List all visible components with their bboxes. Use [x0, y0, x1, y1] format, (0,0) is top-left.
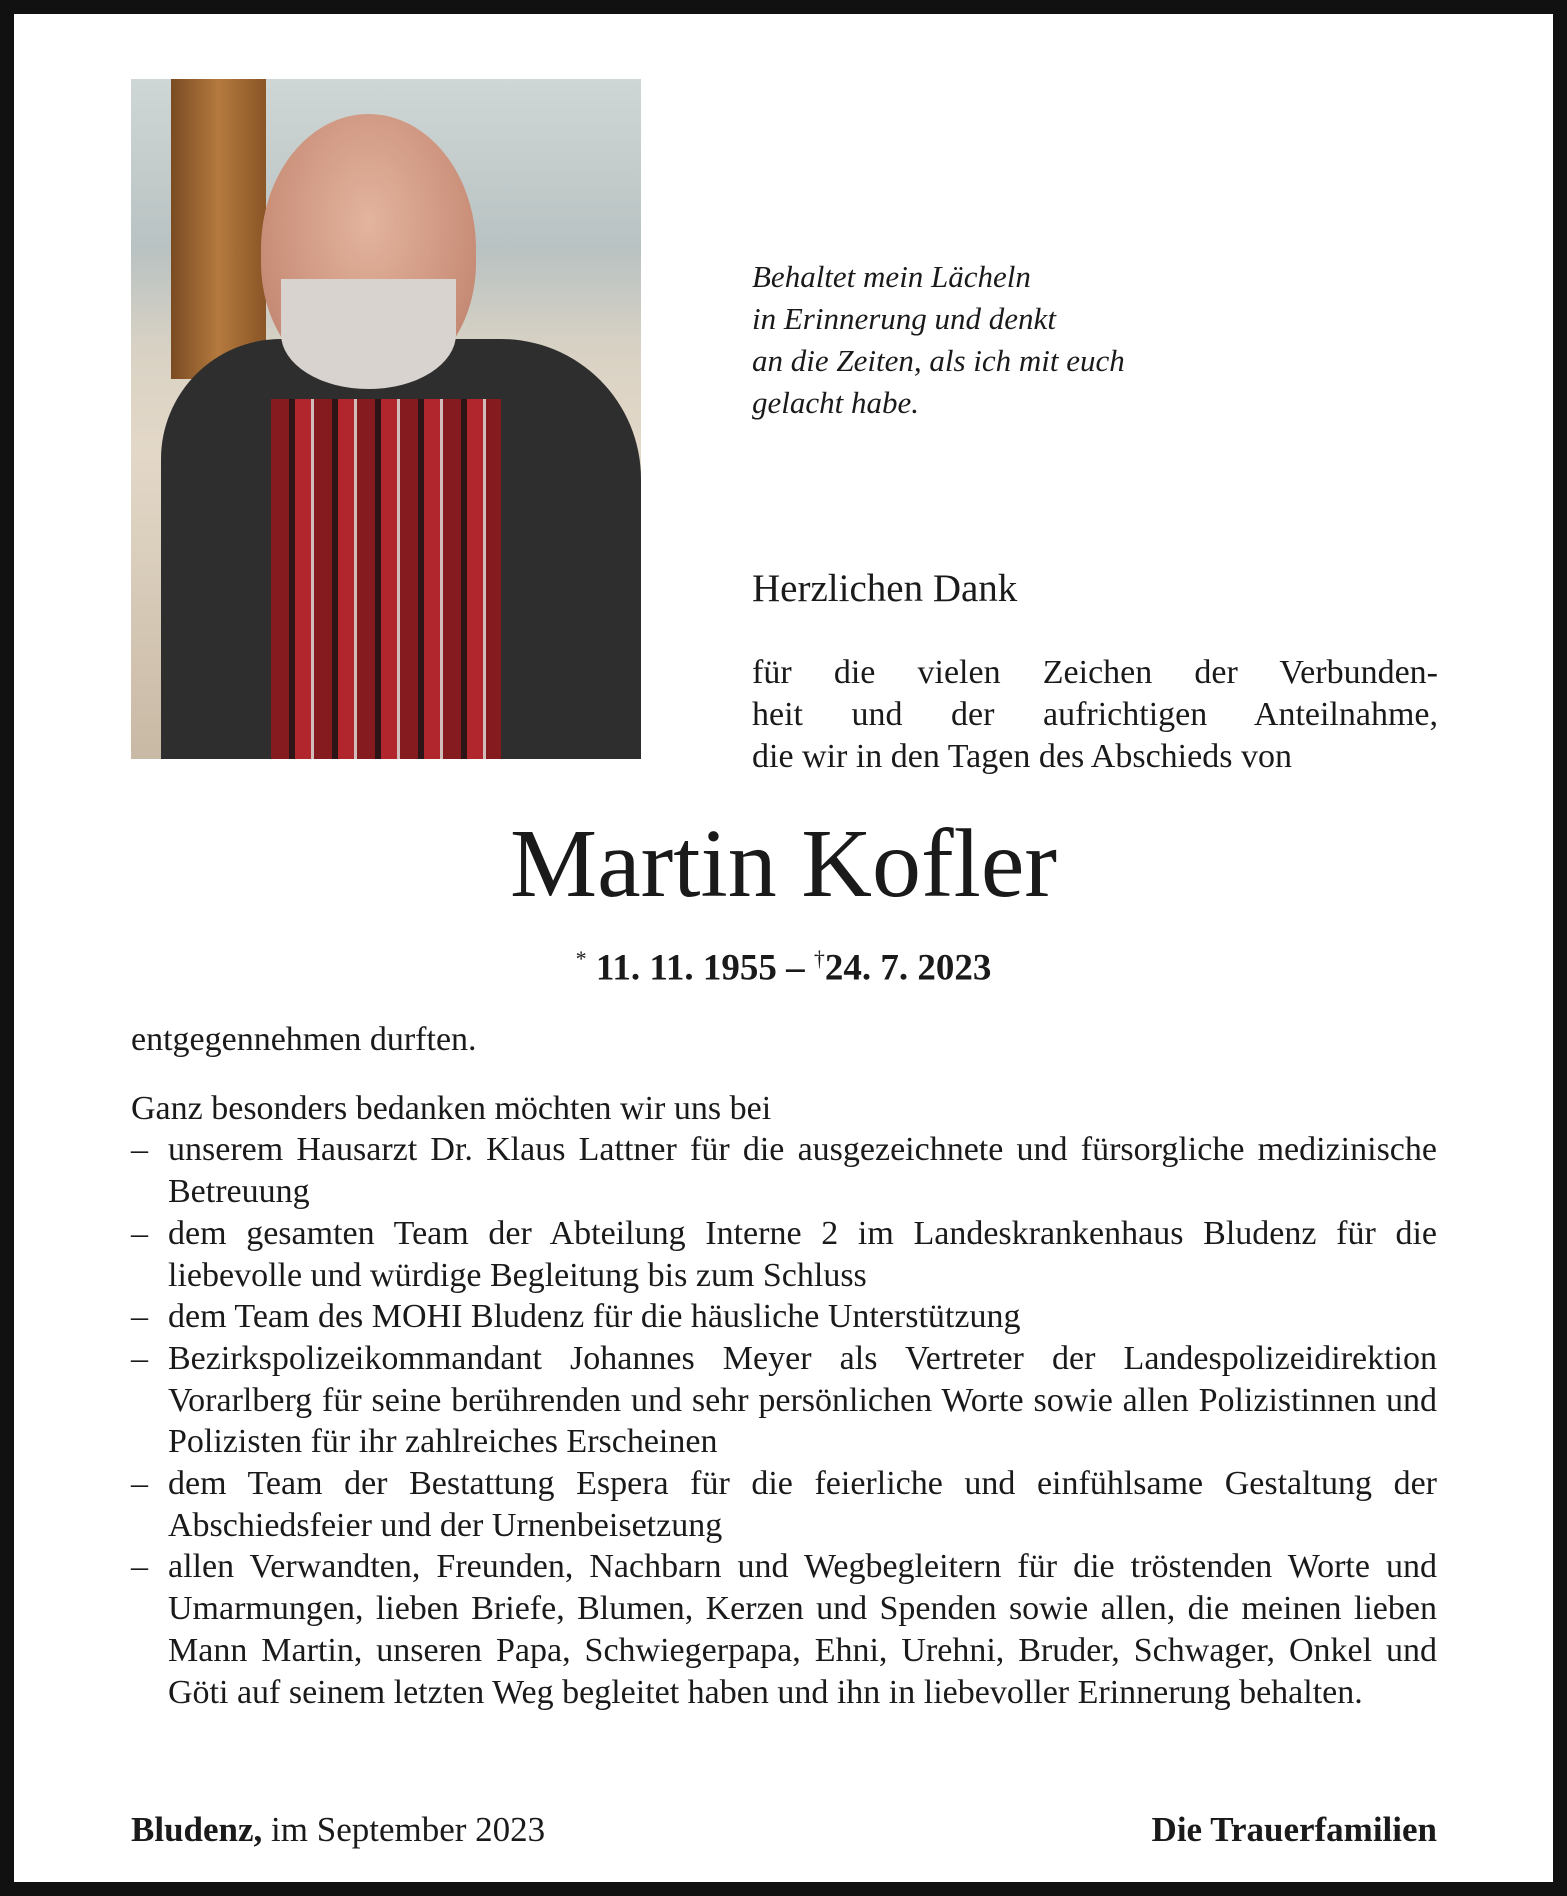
place: Bludenz,: [131, 1810, 263, 1849]
poem-line: in Erinnerung und denkt: [752, 301, 1056, 336]
list-item: [131, 1338, 1437, 1463]
intro-text: [752, 652, 1438, 778]
list-item-text: dem Team des MOHI Bludenz für die häusliche Unterstützung: [168, 1298, 1021, 1336]
list-item-text: dem gesamten Team der Abteilung Interne 2 im Landeskrankenhaus Bludenz für die liebevolle und würdige Begleitung bis zum Schluss: [168, 1214, 1437, 1294]
portrait-photo: [131, 79, 641, 759]
poem-line: Behaltet mein Lächeln: [752, 259, 1031, 294]
intro-line: die wir in den Tagen des Abschieds von: [752, 738, 1292, 775]
intro-line: für die vielen Zeichen der Verbunden-: [752, 654, 1438, 691]
dash: –: [131, 1131, 148, 1169]
dash: –: [131, 1214, 148, 1252]
intro-line: heit und der aufrichtigen Anteilnahme,: [752, 696, 1438, 733]
birth-symbol: *: [575, 946, 587, 971]
lower-section: [131, 1019, 1437, 1852]
dash: –: [131, 1548, 148, 1586]
date-separator: –: [776, 947, 814, 989]
death-symbol: †: [813, 946, 825, 971]
body-text: [131, 1019, 1437, 1713]
poem: [752, 256, 1125, 424]
dash: –: [131, 1465, 148, 1503]
special-thanks-intro: Ganz besonders bedanken möchten wir uns bei: [131, 1089, 772, 1127]
date: im September 2023: [262, 1810, 546, 1849]
list-item: [131, 1213, 1437, 1296]
dash: –: [131, 1298, 148, 1336]
thanks-list: [131, 1129, 1437, 1713]
list-item: [131, 1463, 1437, 1546]
poem-line: gelacht habe.: [752, 385, 920, 420]
death-date: 24. 7. 2023: [824, 947, 992, 989]
list-item: [131, 1296, 1437, 1338]
birth-date: 11. 11. 1955: [595, 947, 777, 989]
dash: –: [131, 1339, 148, 1377]
thanks-heading: Herzlichen Dank: [752, 567, 1018, 610]
signature: Die Trauerfamilien: [1151, 1810, 1437, 1849]
life-dates: [14, 936, 1553, 991]
list-item-text: unserem Hausarzt Dr. Klaus Lattner für die ausgezeichnete und fürsorgliche medizinische Betreuung: [168, 1131, 1437, 1211]
obituary-notice: [14, 14, 1553, 1882]
deceased-name: Martin Kofler: [510, 810, 1057, 918]
place-date: [131, 1808, 545, 1852]
list-item-text: allen Verwandten, Freunden, Nachbarn und Wegbegleitern für die tröstenden Worte und Umarmungen, lieben Briefe, Blumen, Kerzen und Spenden sowie allen, die meinen lieben Mann Martin, unseren Papa, Schwiegerpapa, Ehni, Urehni, Bruder, Schwager, Onkel und Göti auf seinem letzten Weg begleitet haben und ihn in liebevoller Erinnerung behalten.: [168, 1548, 1437, 1711]
list-item: [131, 1546, 1437, 1713]
list-item-text: dem Team der Bestattung Espera für die feierliche und einfühlsame Gestaltung der Abschiedsfeier und der Urnenbeisetzung: [168, 1465, 1437, 1544]
footer: [131, 1788, 1437, 1852]
continuation-text: entgegennehmen durften.: [131, 1021, 477, 1058]
poem-line: an die Zeiten, als ich mit euch: [752, 343, 1125, 378]
list-item-text: Bezirkspolizeikommandant Johannes Meyer als Vertreter der Landespolizeidirektion Vorarlberg für seine berührenden und sehr persönlichen Worte sowie allen Polizistinnen und Polizisten für ihr zahlreiches Erscheinen: [168, 1339, 1437, 1461]
list-item: [131, 1129, 1437, 1212]
